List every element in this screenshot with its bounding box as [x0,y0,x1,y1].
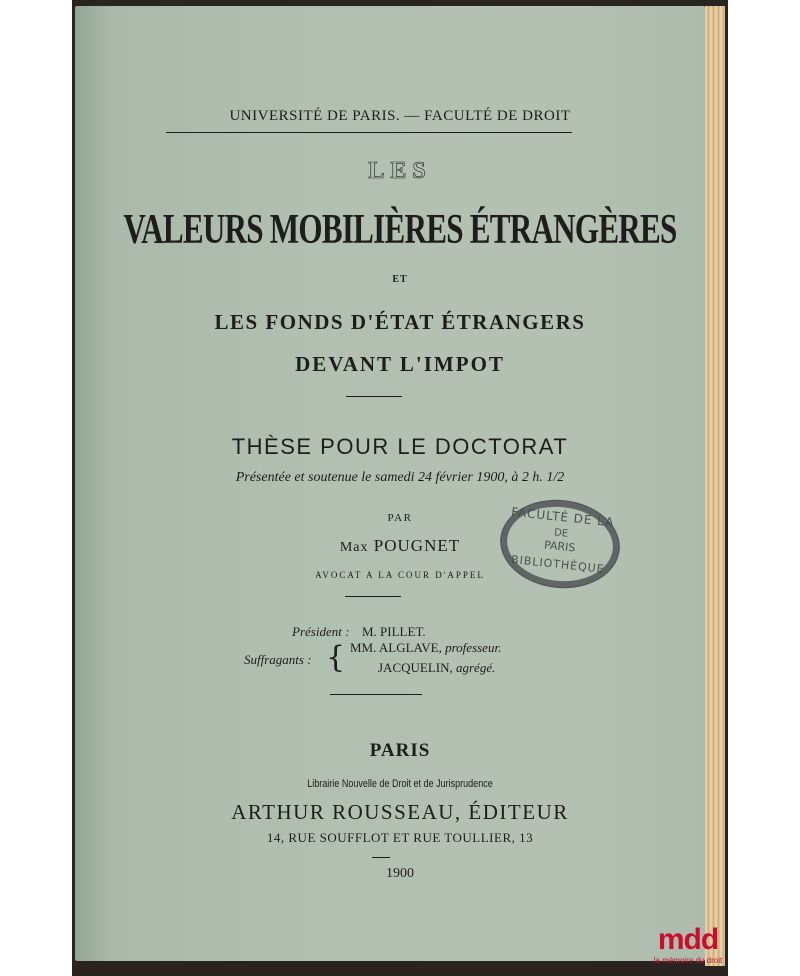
brace-symbol: { [326,640,346,675]
stamp-text-bottom: BIBLIOTHÈQUE [510,553,606,576]
president-label: Président : [292,624,350,639]
mdd-logo [650,924,726,972]
divider-rule [372,857,390,858]
title-line-3: DEVANT L'IMPOT [295,352,505,376]
main-title: VALEURS MOBILIÈRES ÉTRANGÈRES [123,207,677,253]
suffragant-2 [378,660,495,676]
stamp-text-mid2: PARIS [543,538,576,555]
divider-rule [346,396,402,397]
imprint-publisher-line: Librairie Nouvelle de Droit et de Jurisprudence [307,778,493,790]
suffragant-1-name: MM. ALGLAVE, [350,640,442,655]
author-role: AVOCAT A LA COUR D'APPEL [315,570,485,580]
president-name: M. PILLET. [362,624,426,639]
suffragant-2-title: agrégé. [456,660,496,675]
thesis-heading: THÈSE POUR LE DOCTORAT [231,434,569,459]
header-rule [166,132,572,133]
imprint-publisher: ARTHUR ROUSSEAU, ÉDITEUR [231,800,569,824]
author-par: PAR [387,512,413,524]
suffragant-2-name: JACQUELIN, [378,660,453,675]
suffragant-1 [350,640,501,656]
logo-main-text: mdd [657,923,719,956]
suffragant-1-title: professeur. [445,640,502,655]
suffragants-label: Suffragants : [244,652,312,667]
imprint-year: 1900 [386,866,414,881]
title-les: LES [368,158,432,184]
thesis-presentation: Présentée et soutenue le samedi 24 février 1900, à 2 h. 1/2 [235,470,565,485]
title-line-2: LES FONDS D'ÉTAT ÉTRANGERS [214,310,586,334]
divider-rule [345,596,401,597]
author-last-name: POUGNET [373,536,461,555]
imprint-city: PARIS [369,740,431,761]
stamp-text-mid: DE [553,527,569,540]
stamp-text-top: FACULTÉ DE LA [510,504,616,530]
author-name [0,536,800,556]
title-et: ET [392,274,408,285]
university-header: UNIVERSITÉ DE PARIS. — FACULTÉ DE DROIT [229,108,571,124]
author-first-name: Max [339,540,369,555]
divider-rule [330,694,422,695]
imprint-address: 14, RUE SOUFFLOT ET RUE TOULLIER, 13 [266,830,534,845]
logo-sub-text: la mémoire du droit [653,956,723,965]
